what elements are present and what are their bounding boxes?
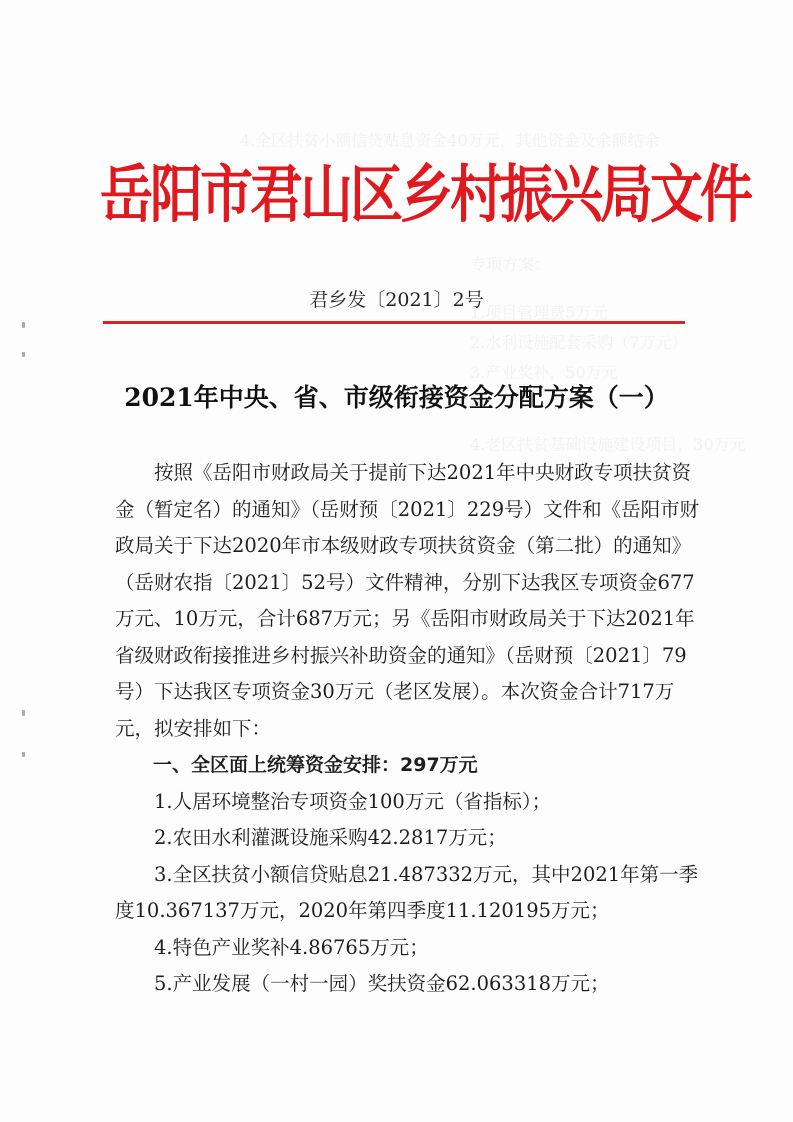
document-title: 2021年中央、省、市级衔接资金分配方案（一） <box>124 383 669 412</box>
intro-paragraph: 按照《岳阳市财政局关于提前下达2021年中央财政专项扶贫资金（暂定名）的通知》（岳财预〔2021〕229号）文件和《岳阳市财政局关于下达2020年市本级财政专项扶贫资金（第二批）的通知》（岳财农指〔2021〕52号）文件精神，分别下达我区专项资金677万元、10万元，合计687万元；另《岳阳市财政局关于下达2021年省级财政衔接推进乡村振兴补助资金的通知》（岳财预〔2021〕79号）下达我区专项资金30万元（老区发展）。本次资金合计717万元，拟安排如下： <box>115 461 700 740</box>
document-body <box>115 455 705 1003</box>
bleed-through-text: 1.项目管理费5万元 <box>470 303 608 322</box>
list-item: 1.人居环境整治专项资金100万元（省指标）； <box>154 789 552 813</box>
issuing-authority-header: 岳阳市君山区乡村振兴局文件 <box>100 159 750 232</box>
bleed-through-text: 专项方案： <box>470 255 551 274</box>
scan-margin-mark <box>22 352 25 357</box>
bleed-through-text: 2.水利设施配套采购（7万元） <box>470 333 688 352</box>
scan-margin-mark <box>22 710 25 716</box>
list-item: 3.全区扶贫小额信贷贴息21.487332万元，其中2021年第一季度10.367137万元，2020年第四季度11.120195万元； <box>115 862 699 922</box>
document-number: 君乡发〔2021〕2号 <box>309 289 484 311</box>
list-item: 5.产业发展（一村一园）奖扶资金62.063318万元； <box>154 972 610 995</box>
red-separator-rule <box>103 321 685 324</box>
list-item: 2.农田水利灌溉设施采购42.2817万元； <box>154 826 507 849</box>
list-item: 4.特色产业奖补4.86765万元； <box>154 935 429 959</box>
bleed-through-text: 4.老区扶贫基础设施建设项目，30万元 <box>470 435 746 454</box>
bleed-through-text: 4.全区扶贫小额信贷贴息资金40万元，其他资金及余额结余 <box>240 131 660 150</box>
scan-margin-mark <box>22 322 25 328</box>
section-heading: 一、全区面上统筹资金安排：297万元 <box>153 754 478 776</box>
scan-margin-mark <box>22 752 25 757</box>
bleed-through-text: 3.产业奖补，50万元 <box>470 363 618 382</box>
